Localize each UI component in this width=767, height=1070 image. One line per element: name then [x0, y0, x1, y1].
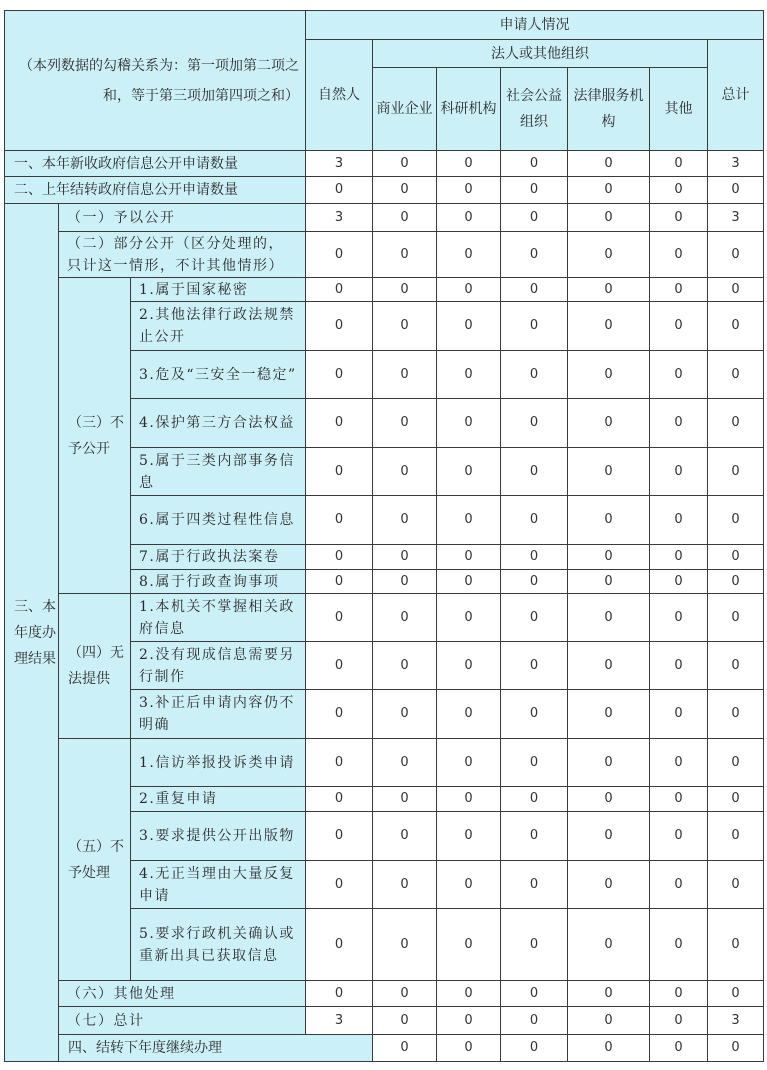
- cell-value: 0: [306, 545, 373, 570]
- cell-value: 0: [708, 690, 764, 739]
- cell-value: 0: [501, 861, 568, 909]
- cell-value: 3: [306, 1007, 373, 1035]
- cell-value: 0: [708, 570, 764, 594]
- cell-value: 3: [306, 151, 373, 177]
- cell-value: 0: [708, 981, 764, 1007]
- cell-value: 0: [306, 448, 373, 496]
- row-label-not-held: 1.本机关不掌握相关政府信息: [131, 594, 306, 642]
- cell-value: 0: [306, 981, 373, 1007]
- report-table-container: [4, 10, 764, 1062]
- row-label-new-requests: 一、本年新收政府信息公开申请数量: [5, 151, 306, 177]
- cell-value: 0: [501, 151, 568, 177]
- cell-value: 0: [568, 1007, 650, 1035]
- group-label-not-disclosed: （三）不予公开: [59, 278, 131, 594]
- cell-value: 0: [501, 177, 568, 204]
- cell-value: 0: [306, 351, 373, 399]
- cell-value: 0: [501, 787, 568, 812]
- cell-value: 0: [650, 739, 708, 787]
- cell-value: 0: [501, 981, 568, 1007]
- cell-value: 0: [437, 787, 501, 812]
- cell-value: 0: [708, 787, 764, 812]
- cell-value: 0: [437, 177, 501, 204]
- cell-value: 0: [650, 448, 708, 496]
- row-label-still-unclear: 3.补正后申请内容仍不明确: [131, 690, 306, 739]
- row-label-repeated-mass-requests: 4.无正当理由大量反复申请: [131, 861, 306, 909]
- cell-value: 0: [650, 545, 708, 570]
- cell-value: 0: [708, 594, 764, 642]
- cell-value: 0: [650, 302, 708, 351]
- section-label-annual-results: 三、本年度办理结果: [5, 204, 59, 1062]
- cell-value: 0: [437, 448, 501, 496]
- cell-value: 0: [501, 232, 568, 278]
- cell-value: 0: [568, 690, 650, 739]
- header-total: 总计: [708, 40, 764, 151]
- cell-value: 0: [437, 812, 501, 861]
- cell-value: 0: [708, 812, 764, 861]
- cell-value: 0: [373, 1035, 437, 1062]
- cell-value: 0: [437, 1007, 501, 1035]
- cell-value: 0: [306, 739, 373, 787]
- cell-value: 0: [437, 642, 501, 690]
- cell-value: 0: [650, 399, 708, 448]
- cell-value: 0: [306, 232, 373, 278]
- cell-value: 0: [568, 232, 650, 278]
- cell-value: 0: [373, 642, 437, 690]
- cell-value: 0: [501, 448, 568, 496]
- cell-value: 0: [437, 278, 501, 302]
- cell-value: 0: [306, 594, 373, 642]
- row-label-prohibited-by-law: 2.其他法律行政法规禁止公开: [131, 302, 306, 351]
- cell-value: 0: [708, 278, 764, 302]
- cell-value: 0: [373, 981, 437, 1007]
- row-label-duplicate-request: 2.重复申请: [131, 787, 306, 812]
- cell-value: 0: [568, 399, 650, 448]
- cell-value: 0: [650, 812, 708, 861]
- row-label-carried-over: 二、上年结转政府信息公开申请数量: [5, 177, 306, 204]
- cell-value: 0: [373, 399, 437, 448]
- cell-value: 0: [306, 812, 373, 861]
- cell-value: 0: [373, 690, 437, 739]
- cell-value: 0: [373, 278, 437, 302]
- cell-value: 0: [708, 545, 764, 570]
- cell-value: 0: [650, 151, 708, 177]
- cell-value: 0: [437, 232, 501, 278]
- header-other: 其他: [650, 68, 708, 151]
- cell-value: 0: [650, 278, 708, 302]
- cell-value: 0: [650, 177, 708, 204]
- cell-value: 0: [650, 909, 708, 981]
- cell-value: 0: [437, 861, 501, 909]
- cell-value: 0: [437, 351, 501, 399]
- row-label-confirm-reissue: 5.要求行政机关确认或重新出具已获取信息: [131, 909, 306, 981]
- cell-value: 0: [437, 909, 501, 981]
- cell-value: 0: [650, 351, 708, 399]
- row-label-carry-forward: 四、结转下年度继续办理: [59, 1035, 373, 1062]
- cell-value: 0: [306, 278, 373, 302]
- cell-value: 0: [373, 302, 437, 351]
- cell-value: 0: [501, 739, 568, 787]
- header-social-welfare-org: 社会公益组织: [501, 68, 568, 151]
- group-label-unable-to-provide: （四）无法提供: [59, 594, 131, 739]
- cell-value: 0: [437, 690, 501, 739]
- header-legal-or-other-org: 法人或其他组织: [373, 40, 708, 68]
- cell-value: 0: [650, 204, 708, 232]
- cell-value: 0: [708, 448, 764, 496]
- cell-value: 0: [306, 787, 373, 812]
- cell-value: 0: [437, 151, 501, 177]
- cell-value: 0: [708, 232, 764, 278]
- cell-value: 0: [568, 351, 650, 399]
- cell-value: 0: [501, 496, 568, 545]
- cell-value: 0: [568, 739, 650, 787]
- cell-value: 0: [437, 570, 501, 594]
- cell-value: 0: [437, 302, 501, 351]
- cell-value: 0: [501, 812, 568, 861]
- cell-value: 0: [568, 642, 650, 690]
- header-applicant-situation: 申请人情况: [306, 11, 764, 40]
- cell-value: 0: [437, 204, 501, 232]
- header-research-institution: 科研机构: [437, 68, 501, 151]
- cell-value: 0: [708, 496, 764, 545]
- row-label-partially-disclosed: （二）部分公开（区分处理的，只计这一情形，不计其他情形）: [59, 232, 306, 278]
- cell-value: 0: [708, 302, 764, 351]
- cell-value: 0: [373, 812, 437, 861]
- cell-value: 0: [373, 739, 437, 787]
- cell-value: 0: [306, 690, 373, 739]
- cell-value: 0: [568, 151, 650, 177]
- cell-value: 0: [437, 1035, 501, 1062]
- cell-value: 3: [708, 151, 764, 177]
- cell-value: 0: [568, 981, 650, 1007]
- cell-value: 0: [501, 642, 568, 690]
- cell-value: 0: [501, 278, 568, 302]
- cell-value: 0: [568, 787, 650, 812]
- cell-value: 0: [650, 232, 708, 278]
- cell-value: 0: [568, 594, 650, 642]
- cell-value: 0: [650, 570, 708, 594]
- row-label-disclosed: （一）予以公开: [59, 204, 306, 232]
- cell-value: 0: [568, 545, 650, 570]
- group-label-not-processed: （五）不予处理: [59, 739, 131, 981]
- cell-value: 0: [568, 1035, 650, 1062]
- cell-value: 0: [650, 496, 708, 545]
- header-commercial-enterprise: 商业企业: [373, 68, 437, 151]
- row-label-process-information: 6.属于四类过程性信息: [131, 496, 306, 545]
- row-label-internal-affairs: 5.属于三类内部事务信息: [131, 448, 306, 496]
- cell-value: 0: [437, 545, 501, 570]
- cell-value: 0: [568, 448, 650, 496]
- cell-value: 0: [568, 302, 650, 351]
- cell-value: 0: [373, 496, 437, 545]
- cell-value: 0: [501, 204, 568, 232]
- cell-value: 0: [568, 278, 650, 302]
- cell-value: 0: [306, 177, 373, 204]
- cell-value: 0: [708, 861, 764, 909]
- cell-value: 3: [306, 204, 373, 232]
- header-note: （本列数据的勾稽关系为：第一项加第二项之和，等于第三项加第四项之和）: [5, 11, 306, 151]
- header-natural-person: 自然人: [306, 40, 373, 151]
- cell-value: 0: [373, 232, 437, 278]
- cell-value: 0: [306, 399, 373, 448]
- cell-value: 0: [373, 351, 437, 399]
- row-label-state-secret: 1.属于国家秘密: [131, 278, 306, 302]
- cell-value: 0: [306, 909, 373, 981]
- cell-value: 0: [437, 496, 501, 545]
- cell-value: 0: [568, 496, 650, 545]
- cell-value: 0: [373, 177, 437, 204]
- cell-value: 0: [708, 399, 764, 448]
- cell-value: 0: [501, 399, 568, 448]
- row-label-needs-production: 2.没有现成信息需要另行制作: [131, 642, 306, 690]
- cell-value: 0: [568, 177, 650, 204]
- cell-value: 0: [650, 861, 708, 909]
- cell-value: 0: [568, 909, 650, 981]
- cell-value: 0: [501, 545, 568, 570]
- cell-value: 0: [373, 151, 437, 177]
- cell-value: 0: [501, 909, 568, 981]
- cell-value: 0: [306, 861, 373, 909]
- cell-value: 0: [501, 570, 568, 594]
- cell-value: 0: [306, 642, 373, 690]
- cell-value: 0: [437, 981, 501, 1007]
- cell-value: 0: [306, 570, 373, 594]
- cell-value: 0: [568, 570, 650, 594]
- cell-value: 0: [373, 909, 437, 981]
- cell-value: 0: [306, 302, 373, 351]
- cell-value: 0: [373, 204, 437, 232]
- cell-value: 0: [568, 812, 650, 861]
- row-label-publications: 3.要求提供公开出版物: [131, 812, 306, 861]
- cell-value: 0: [708, 351, 764, 399]
- header-legal-service-org: 法律服务机构: [568, 68, 650, 151]
- cell-value: 0: [306, 496, 373, 545]
- cell-value: 3: [708, 1007, 764, 1035]
- cell-value: 0: [708, 177, 764, 204]
- cell-value: 0: [568, 861, 650, 909]
- cell-value: 0: [501, 1035, 568, 1062]
- cell-value: 0: [373, 1007, 437, 1035]
- cell-value: 0: [501, 351, 568, 399]
- row-label-endanger-security: 3.危及“三安全一稳定”: [131, 351, 306, 399]
- cell-value: 0: [650, 981, 708, 1007]
- cell-value: 0: [373, 594, 437, 642]
- cell-value: 3: [708, 204, 764, 232]
- row-label-enforcement-files: 7.属于行政执法案卷: [131, 545, 306, 570]
- cell-value: 0: [501, 594, 568, 642]
- cell-value: 0: [708, 739, 764, 787]
- cell-value: 0: [437, 399, 501, 448]
- cell-value: 0: [650, 1007, 708, 1035]
- cell-value: 0: [437, 594, 501, 642]
- row-label-petition-complaint: 1.信访举报投诉类申请: [131, 739, 306, 787]
- cell-value: 0: [437, 739, 501, 787]
- row-label-results-total: （七）总计: [59, 1007, 306, 1035]
- row-label-other-handling: （六）其他处理: [59, 981, 306, 1007]
- cell-value: 0: [708, 642, 764, 690]
- government-information-disclosure-table: [4, 10, 764, 1062]
- cell-value: 0: [650, 594, 708, 642]
- cell-value: 0: [373, 861, 437, 909]
- cell-value: 0: [373, 570, 437, 594]
- cell-value: 0: [708, 1035, 764, 1062]
- cell-value: 0: [373, 545, 437, 570]
- cell-value: 0: [501, 690, 568, 739]
- row-label-third-party-rights: 4.保护第三方合法权益: [131, 399, 306, 448]
- cell-value: 0: [650, 787, 708, 812]
- cell-value: 0: [708, 909, 764, 981]
- row-label-administrative-query: 8.属于行政查询事项: [131, 570, 306, 594]
- cell-value: 0: [650, 690, 708, 739]
- cell-value: 0: [373, 787, 437, 812]
- cell-value: 0: [650, 642, 708, 690]
- cell-value: 0: [501, 1007, 568, 1035]
- cell-value: 0: [501, 302, 568, 351]
- cell-value: 0: [373, 448, 437, 496]
- cell-value: 0: [650, 1035, 708, 1062]
- cell-value: 0: [568, 204, 650, 232]
